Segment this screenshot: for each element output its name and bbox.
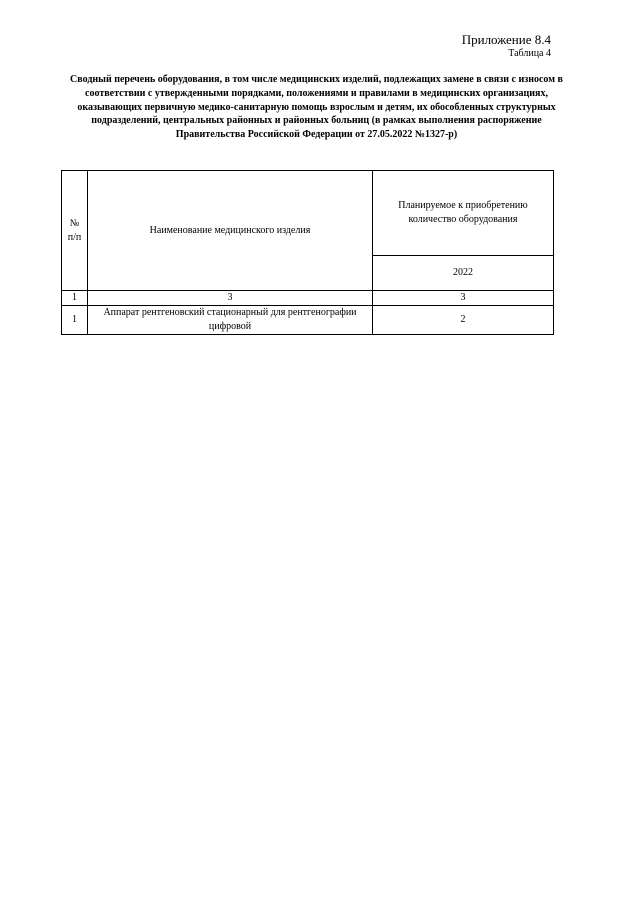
numbering-cell: 1	[62, 291, 88, 306]
header-cell-number: № п/п	[62, 171, 88, 291]
row-equipment-name: Аппарат рентгеновский стационарный для рентгенографии цифровой	[88, 306, 373, 335]
appendix-label: Приложение 8.4	[461, 32, 551, 47]
table-number-label: Таблица 4	[508, 48, 551, 59]
header-cell-name: Наименование медицинского изделия	[88, 171, 373, 291]
column-numbering-row	[62, 291, 554, 306]
equipment-table	[61, 170, 554, 335]
row-quantity: 2	[373, 306, 554, 335]
numbering-cell: 3	[373, 291, 554, 306]
header-cell-year: 2022	[373, 256, 554, 291]
row-number: 1	[62, 306, 88, 335]
table-row	[62, 306, 554, 335]
document-title: Сводный перечень оборудования, в том числе медицинских изделий, подлежащих замене в связи с износом в соответствии с утвержденными порядками, положениями и правилами в медицинских организациях, оказывающих первичную медико-санитарную помощь взрослым и детям, их обособленных структурных подразделений, центральных районных и районных больниц (в рамках выполнения распоряжение Правительства Российской Федерации от 27.05.2022 №1327-р)	[70, 74, 563, 141]
header-cell-planned: Планируемое к приобретению количество оборудования	[373, 171, 554, 256]
numbering-cell: 3	[88, 291, 373, 306]
